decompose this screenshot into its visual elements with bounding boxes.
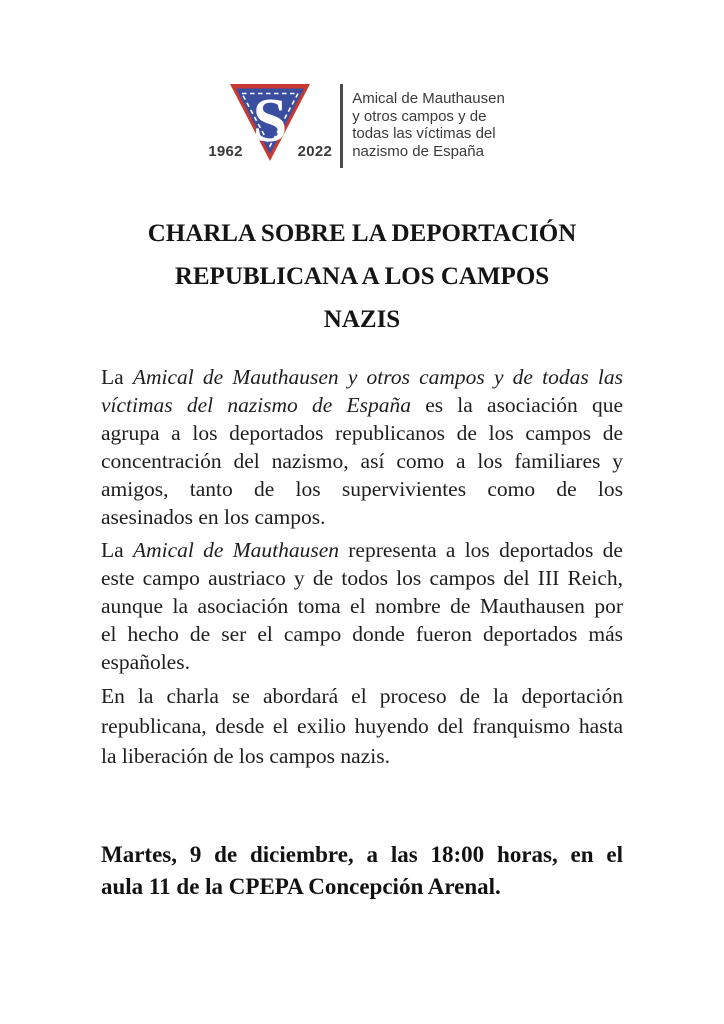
text-run: todas las víctimas del [352,125,496,142]
text-run: La [101,538,133,562]
text-line [101,255,623,298]
text-line [101,475,623,503]
text-line [101,363,623,391]
text-line [101,871,623,903]
text-line [101,564,623,592]
text-run: y otros campos y de [352,107,487,125]
paragraph-association-description [101,363,623,531]
text-line [352,90,505,108]
text-run: el hecho de ser el campo donde fueron deportados más [101,622,623,646]
text-run: La [101,365,133,389]
text-run: españoles. [101,650,190,674]
text-run: nazismo de España [352,142,484,160]
text-run: representa a los deportados de [339,538,623,562]
text-run: asesinados en los campos. [101,505,326,529]
text-line [101,447,623,475]
text-line [101,503,623,531]
event-details [101,839,623,903]
text-line [101,839,623,871]
paragraph-mauthausen-name [101,536,623,676]
text-run: REPUBLICANA A LOS CAMPOS [174,263,550,290]
italic-text-run: Amical de Mauthausen y otros campos y de todas las [132,365,623,389]
paragraph-talk-content [101,681,623,771]
text-run: amigos, tanto de los supervivientes como de los [101,477,623,501]
text-line [101,620,623,648]
text-run: CHARLA SOBRE LA DEPORTACIÓN [147,220,577,247]
text-run: concentración del nazismo, así como a los familiares y [101,449,623,473]
text-run: En la charla se abordará el proceso de la deportación [101,684,623,708]
text-line [101,648,623,676]
founding-year-label: 1962 [208,143,243,160]
text-line [101,536,623,564]
text-line [101,419,623,447]
text-line [352,143,505,161]
text-line [101,741,623,771]
amical-logo-lockup [101,84,623,168]
text-run: republicana, desde el exilio huyendo del franquismo hasta [101,714,623,738]
text-run: agrupa a los deportados republicanos de los campos de [101,421,623,445]
anniversary-year-label: 2022 [297,143,333,160]
s-letter: S [252,87,288,155]
text-run: la liberación de los campos nazis. [101,744,390,768]
text-line [101,298,623,341]
text-run: este campo austriaco y de todos los campos del III Reich, [101,566,623,590]
italic-text-run: Amical de Mauthausen [132,538,339,562]
text-line [101,711,623,741]
text-line [352,108,505,126]
text-run: aula 11 de la CPEPA Concepción Arenal. [101,874,501,899]
text-run: aunque la asociación toma el nombre de Mauthausen por [101,594,623,618]
italic-text-run: víctimas del nazismo de España [101,393,411,417]
text-line [101,681,623,711]
logo-triangle-badge [208,84,333,168]
text-run: NAZIS [323,306,401,333]
text-line [101,592,623,620]
org-name [352,84,505,168]
text-run: es la asociación que [411,393,623,417]
text-run: Amical de Mauthausen [352,90,505,107]
text-line [352,125,505,143]
logo-divider [340,84,343,168]
page-title [101,212,623,341]
text-line [101,391,623,419]
text-line [101,212,623,255]
text-run: Martes, 9 de diciembre, a las 18:00 horas, en el [101,842,623,867]
